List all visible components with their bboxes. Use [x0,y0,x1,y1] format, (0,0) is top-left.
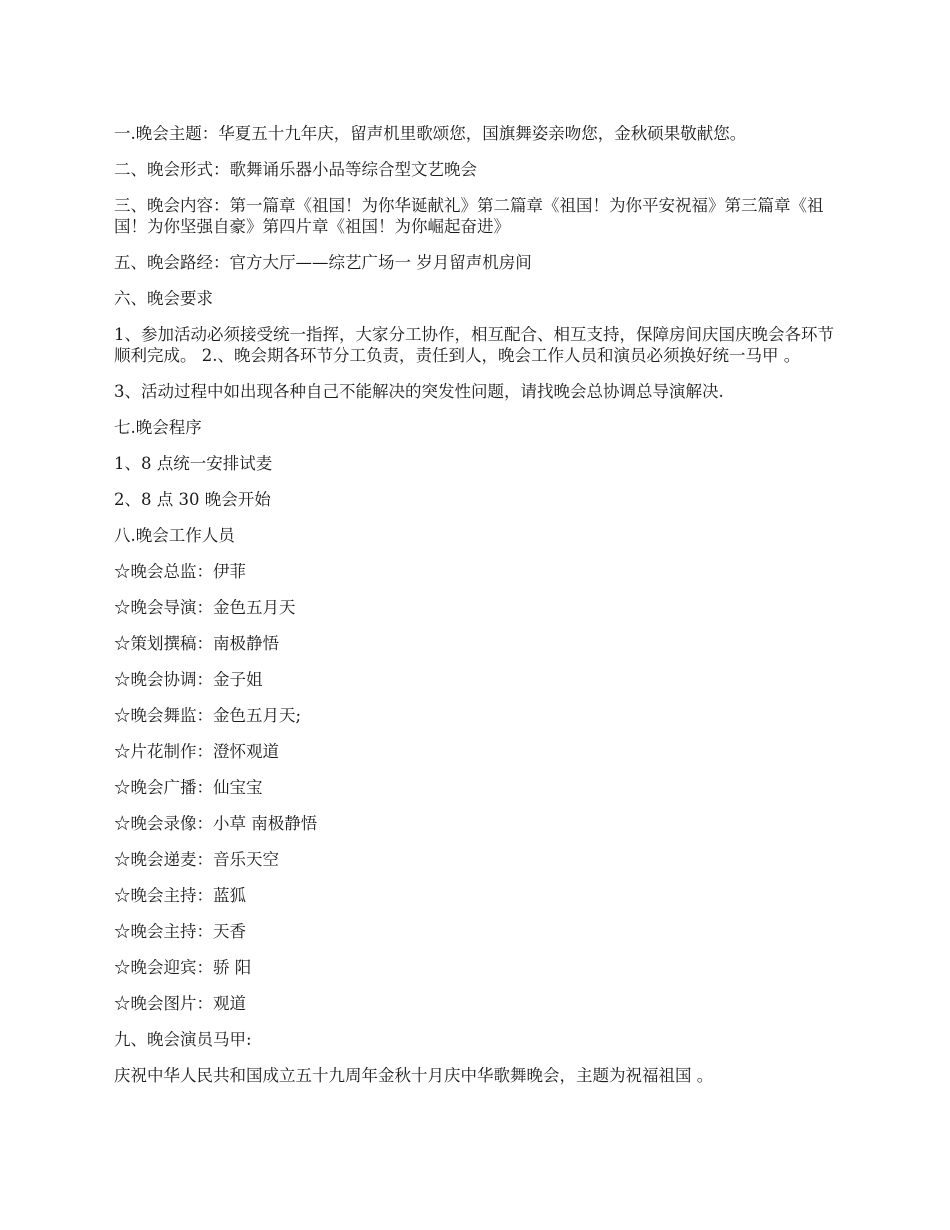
paragraph-route: 五、晚会路经：官方大厅——综艺广场一 岁月留声机房间 [114,253,532,272]
document-body [114,123,844,1101]
staff-item: ☆晚会图片：观道 [114,994,246,1013]
program-item-1: 1、8 点统一安排试麦 [114,454,273,473]
staff-item: ☆晚会递麦：音乐天空 [114,850,279,869]
paragraph-requirement-3: 3、活动过程中如出现各种自己不能解决的突发性问题，请找晚会总协调总导演解决. [114,382,724,401]
paragraph-content: 三、晚会内容：第一篇章《祖国！为你华诞献礼》第二篇章《祖国！为你平安祝福》第三篇章《祖国！为你坚强自豪》第四片章《祖国！为你崛起奋进》 [114,196,824,236]
paragraph-closing: 庆祝中华人民共和国成立五十九周年金秋十月庆中华歌舞晚会，主题为祝福祖国 。 [114,1066,714,1085]
staff-item: ☆晚会主持：蓝狐 [114,886,246,905]
staff-item: ☆片花制作：澄怀观道 [114,742,279,761]
staff-item: ☆晚会舞监：金色五月天; [114,706,302,725]
heading-program: 七.晚会程序 [114,418,202,437]
heading-performers: 九、晚会演员马甲: [114,1030,252,1049]
staff-item: ☆晚会迎宾：骄 阳 [114,958,252,977]
paragraph-requirement-1-2: 1、参加活动必须接受统一指挥，大家分工协作，相互配合、相互支持，保障房间庆国庆晚会各环节顺利完成。 2.、晚会期各环节分工负责，责任到人，晚会工作人员和演员必须换好统一马甲 。 [114,325,834,365]
staff-item: ☆晚会主持：天香 [114,922,246,941]
staff-item: ☆晚会总监：伊菲 [114,562,246,581]
heading-requirements: 六、晚会要求 [114,289,213,308]
staff-item: ☆策划撰稿：南极静悟 [114,634,279,653]
program-item-2: 2、8 点 30 晚会开始 [114,490,271,509]
staff-item: ☆晚会导演：金色五月天 [114,598,296,617]
staff-item: ☆晚会协调：金子姐 [114,670,263,689]
staff-item: ☆晚会广播：仙宝宝 [114,778,263,797]
paragraph-theme: 一.晚会主题：华夏五十九年庆，留声机里歌颂您，国旗舞姿亲吻您，金秋硕果敬献您。 [114,124,747,143]
heading-staff: 八.晚会工作人员 [114,526,235,545]
paragraph-format: 二、晚会形式：歌舞诵乐器小品等综合型文艺晚会 [114,160,477,179]
staff-item: ☆晚会录像：小草 南极静悟 [114,814,318,833]
